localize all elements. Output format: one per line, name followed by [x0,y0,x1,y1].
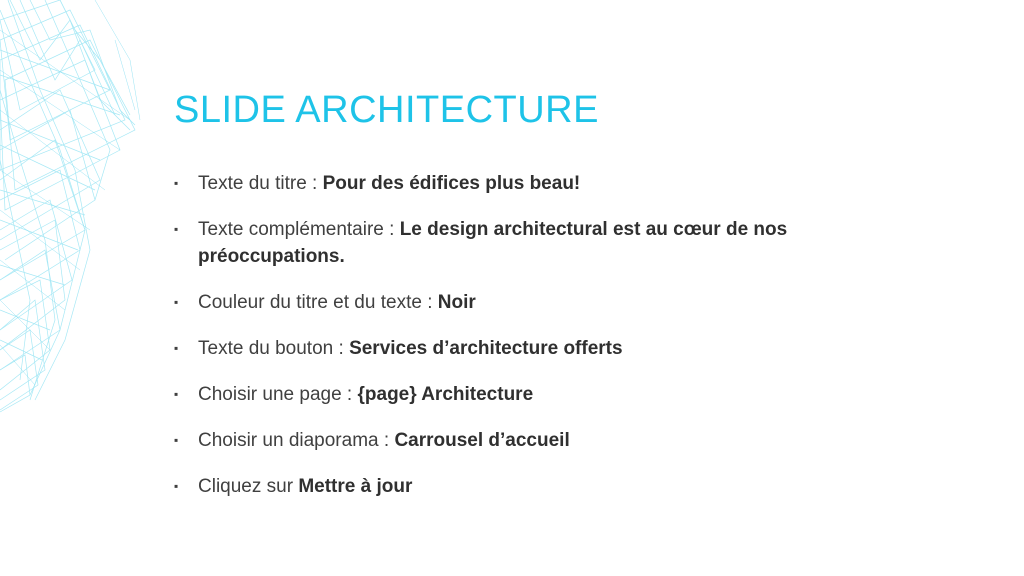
list-item [172,473,912,500]
bullet-label: Choisir une page : [198,384,358,405]
bullet-label: Choisir un diaporama : [198,430,395,451]
bullet-value: Le design architectural est au cœur de nos préoccupations. [198,219,788,267]
list-item [172,170,912,197]
bullet-value: Mettre à jour [298,476,413,497]
bullet-label: Cliquez sur [198,476,299,497]
bullet-value: Noir [437,292,476,313]
bullet-label: Couleur du titre et du texte : [198,292,438,313]
square-bullet-icon: ▪ [174,222,179,236]
bullet-value: Carrousel d’accueil [394,430,570,451]
bullet-list [172,170,912,519]
square-bullet-icon: ▪ [174,479,179,493]
bullet-label: Texte complémentaire : [198,219,400,240]
bullet-value: Pour des édifices plus beau! [322,173,581,194]
square-bullet-icon: ▪ [174,176,179,190]
list-item [172,289,912,316]
bullet-label: Texte du bouton : [198,338,350,359]
bullet-value: Services d’architecture offerts [349,338,623,359]
list-item [172,381,912,408]
architectural-wireframe-graphic [0,0,150,576]
slide-title: SLIDE ARCHITECTURE [174,89,599,131]
square-bullet-icon: ▪ [174,295,179,309]
bullet-value: {page} Architecture [357,384,534,405]
list-item [172,427,912,454]
square-bullet-icon: ▪ [174,341,179,355]
bullet-label: Texte du titre : [198,173,323,194]
list-item [172,335,912,362]
square-bullet-icon: ▪ [174,387,179,401]
square-bullet-icon: ▪ [174,433,179,447]
list-item [172,216,912,270]
